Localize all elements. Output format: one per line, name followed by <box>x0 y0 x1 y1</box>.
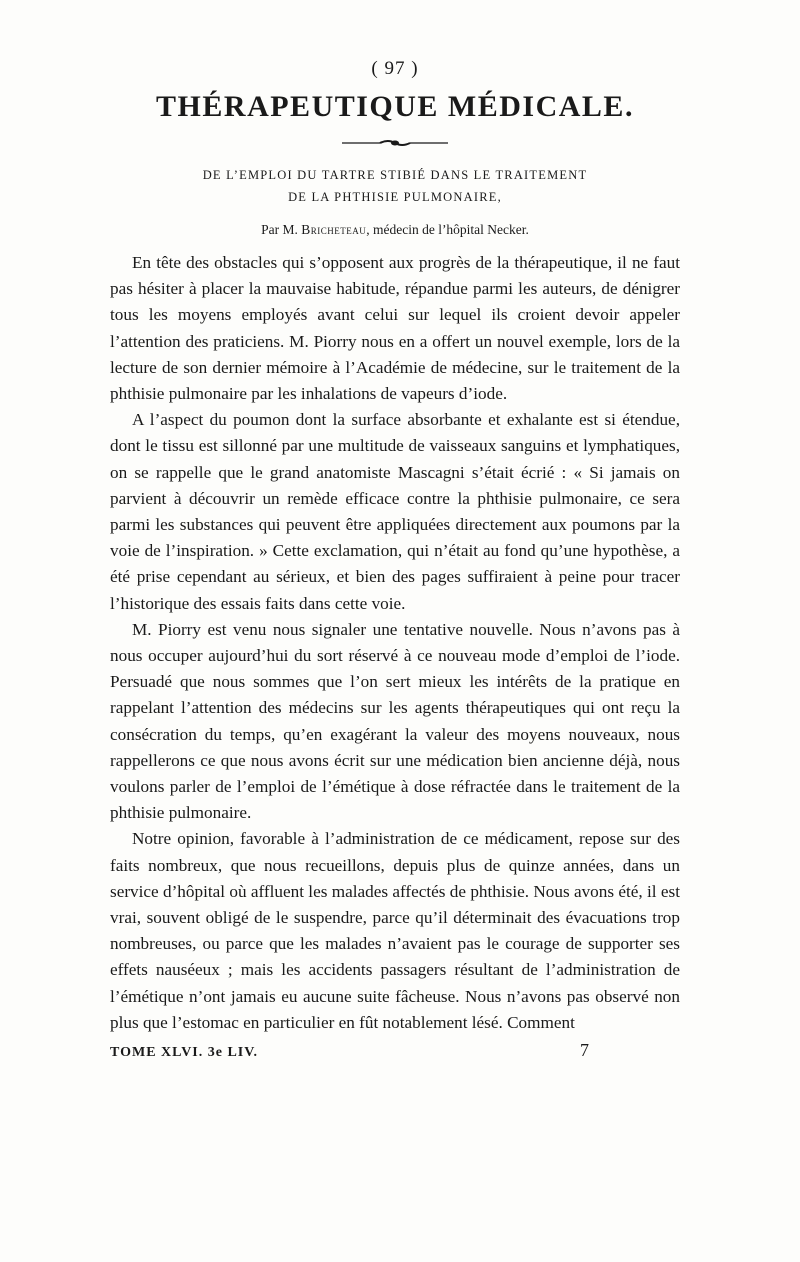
paragraph: En tête des obstacles qui s’opposent aux progrès de la thérapeutique, il ne faut pas hésiter à placer la mauvaise habitude, répandue parmi les auteurs, de dénigrer tous les moyens employés avant celui sur lequel ils croient devoir appeler l’attention des praticiens. M. Piorry nous en a offert un nouvel exemple, lors de la lecture de son dernier mémoire à l’Académie de médecine, sur le traitement de la phthisie pulmonaire par les inhalations de vapeurs d’iode. <box>110 253 680 404</box>
byline-prefix: Par M. <box>261 222 302 237</box>
paragraph: M. Piorry est venu nous signaler une tentative nouvelle. Nous n’avons pas à nous occuper aujourd’hui du sort réservé à ce nouveau mode d’emploi de l’iode. Persuadé que nous sommes que l’on sert mieux les intérêts de la pratique en rappelant l’attention des médecins sur les agents thérapeutiques qui ont reçu la consécration du temps, qu’en exagérant la valeur des moyens nouveaux, nous rappellerons ce que nous avons écrit sur une médication bien ancienne déjà, nous voulons parler de l’emploi de l’émétique à dose réfractée dans le traitement de la phthisie pulmonaire. <box>110 619 680 823</box>
article-body <box>110 250 680 1036</box>
page-number: ( 97 ) <box>371 58 419 79</box>
page <box>110 58 680 1061</box>
section-title: THÉRAPEUTIQUE MÉDICALE. <box>156 90 634 123</box>
author-name: Bricheteau <box>301 222 367 237</box>
paragraph: A l’aspect du poumon dont la surface absorbante et exhalante est si étendue, dont le tissu est sillonné par une multitude de vaisseaux sanguins et lymphatiques, on se rappelle que le grand anatomiste Mascagni s’était écrié : « Si jamais on parvient à découvrir un remède efficace contre la phthisie pulmonaire, ce sera parmi les substances qui peuvent être appliquées directement aux poumons par la voie de l’inspiration. » Cette exclamation, qui n’était au fond qu’une hypothèse, a été prise cependant au sérieux, et bien des pages suffiraient à peine pour tracer l’historique des essais faits dans cette voie. <box>110 410 680 613</box>
byline-suffix: , médecin de l’hôpital Necker. <box>366 222 529 237</box>
article-title-line-2: DE LA PHTHISIE PULMONAIRE, <box>288 190 502 204</box>
ornament-divider <box>110 138 680 148</box>
paragraph: Notre opinion, favorable à l’administration de ce médicament, repose sur des faits nombreux, que nous recueillons, depuis plus de quinze années, dans un service d’hôpital où affluent les malades affectés de phthisie. Nous avons été, il est vrai, souvent obligé de le suspendre, parce qu’il déterminait des évacuations trop nombreuses, ou parce que les malades n’avaient pas le courage de supporter ses effets nauséeux ; mais les accidents passagers résultant de l’administration de l’émétique n’ont jamais eu aucune suite fâcheuse. Nous n’avons pas observé non plus que l’estomac en particulier en fût notablement lésé. Comment <box>110 829 680 1032</box>
volume-signature: TOME XLVI. 3e LIV. <box>110 1045 259 1061</box>
byline <box>110 222 680 238</box>
page-footer <box>110 1040 680 1061</box>
article-title-line-1: DE L’EMPLOI DU TARTRE STIBIÉ DANS LE TRAITEMENT <box>202 168 588 182</box>
sheet-number: 7 <box>580 1040 590 1061</box>
